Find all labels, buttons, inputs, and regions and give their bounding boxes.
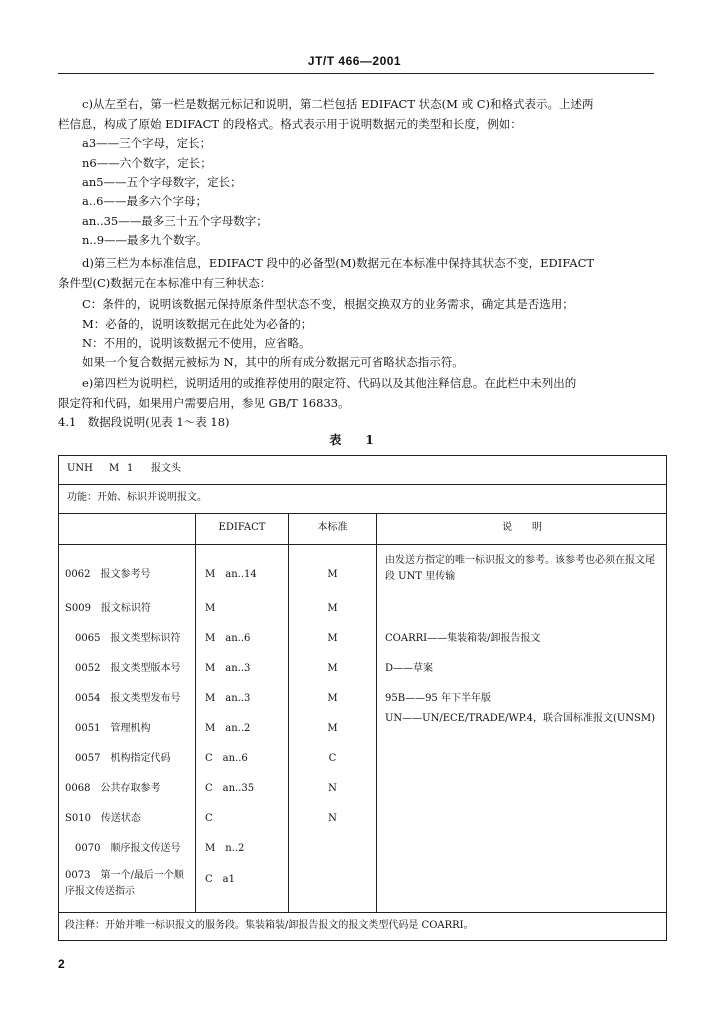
data-element-tag: 0057 机构指定代码 [75,753,171,764]
element-description: 95B——95 年下半年版 [385,693,491,704]
segment-status: M [109,463,120,474]
element-description: COARRI——集装箱装/卸报告报文 [385,633,541,644]
edifact-status: M an..6 [205,633,251,644]
standard-status: C [328,753,337,764]
segment-tag: UNH [67,463,93,474]
edifact-status: C a1 [205,874,235,885]
format-example: an5——五个字母数字，定长； [82,175,242,189]
status-definition: C：条件的，说明该数据元保持原条件型状态不变，根据交换双方的业务需求，确定其是否选用； [82,297,574,311]
segment-repeat: 1 [127,463,134,474]
paragraph-line: e)第四栏为说明栏，说明适用的或推荐使用的限定符、代码以及其他注释信息。在此栏中未列出的 [82,376,577,390]
data-element-tag: 0073 第一个/最后一个顺序报文传送指示 [65,870,184,897]
edifact-status: M an..3 [205,663,251,674]
edifact-status: C [205,813,213,824]
table-column-rule [376,513,377,912]
paragraph-line: 限定符和代码，如果用户需要启用，参见 GB/T 16833。 [58,396,350,410]
paragraph-line: 条件型(C)数据元在本标准中有三种状态： [58,276,272,290]
document-code-header: JT/T 466—2001 [307,54,402,68]
section-heading: 4.1 数据段说明(见表 1～表 18) [58,415,230,429]
standard-status: N [328,813,337,824]
standard-status: M [327,723,338,734]
table-rule [59,544,666,545]
data-element-tag: S009 报文标识符 [65,603,151,614]
paragraph-line: 如果一个复合数据元被标为 N，其中的所有成分数据元可省略状态指示符。 [82,355,464,369]
data-element-tag: 0052 报文类型版本号 [75,663,181,674]
edifact-status: M an..2 [205,723,251,734]
edifact-status: M [205,603,216,614]
table-column-rule [195,513,196,912]
paragraph-line: 栏信息，构成了原始 EDIFACT 的段格式。格式表示用于说明数据元的类型和长度，例如： [58,117,522,131]
format-example: n6——六个数字，定长； [82,156,212,170]
data-element-tag: 0051 管理机构 [75,723,151,734]
segment-function: 功能：开始、标识并说明报文。 [67,492,207,503]
standard-status: M [327,663,338,674]
data-element-tag: 0062 报文参考号 [65,569,151,580]
page-number: 2 [58,957,65,971]
data-element-tag: 0070 顺序报文传送号 [75,843,181,854]
element-description: UN——UN/ECE/TRADE/WP.4，联合国标准报文(UNSM) [385,713,656,724]
element-description: 由发送方指定的唯一标识报文的参考。该参考也必须在报文尾段 UNT 里传输 [385,555,655,582]
format-example: a..6——最多六个字母； [82,194,207,208]
data-element-tag: 0065 报文类型标识符 [75,633,181,644]
paragraph-line: c)从左至右，第一栏是数据元标记和说明，第二栏包括 EDIFACT 状态(M 或 C)和格式表示。上述两 [82,97,594,111]
status-definition: M：必备的，说明该数据元在此处为必备的； [82,317,313,331]
standard-status: M [327,693,338,704]
format-example: a3——三个字母，定长； [82,136,212,150]
segment-table [58,455,667,941]
column-header-description: 说 明 [502,522,542,533]
standard-status: N [328,783,337,794]
header-rule [58,73,654,74]
data-element-tag: S010 传送状态 [65,813,141,824]
table-rule [59,912,666,913]
standard-status: M [327,569,338,580]
edifact-status: C an..35 [205,783,255,794]
column-header-edifact: EDIFACT [218,522,266,533]
standard-status: M [327,633,338,644]
status-definition: N：不用的，说明该数据元不使用，应省略。 [82,336,311,350]
format-example: an..35——最多三十五个字母数字； [82,214,268,228]
edifact-status: M an..3 [205,693,251,704]
edifact-status: C an..6 [205,753,248,764]
column-header-standard: 本标准 [317,522,348,533]
edifact-status: M an..14 [205,569,257,580]
table-rule [59,484,666,485]
table-rule [59,513,666,514]
table-caption: 表 1 [329,433,380,447]
standard-status: M [327,603,338,614]
format-example: n..9——最多九个数字。 [82,233,208,247]
segment-name: 报文头 [151,463,181,474]
data-element-tag: 0054 报文类型发布号 [75,693,181,704]
paragraph-line: d)第三栏为本标准信息，EDIFACT 段中的必备型(M)数据元在本标准中保持其状态不变，EDIFACT [82,256,595,270]
element-description: D——草案 [385,663,434,674]
data-element-tag: 0068 公共存取参考 [65,783,161,794]
edifact-status: M n..2 [205,843,245,854]
segment-note: 段注释：开始并唯一标识报文的服务段。集装箱装/卸报告报文的报文类型代码是 COARRI。 [65,920,474,931]
